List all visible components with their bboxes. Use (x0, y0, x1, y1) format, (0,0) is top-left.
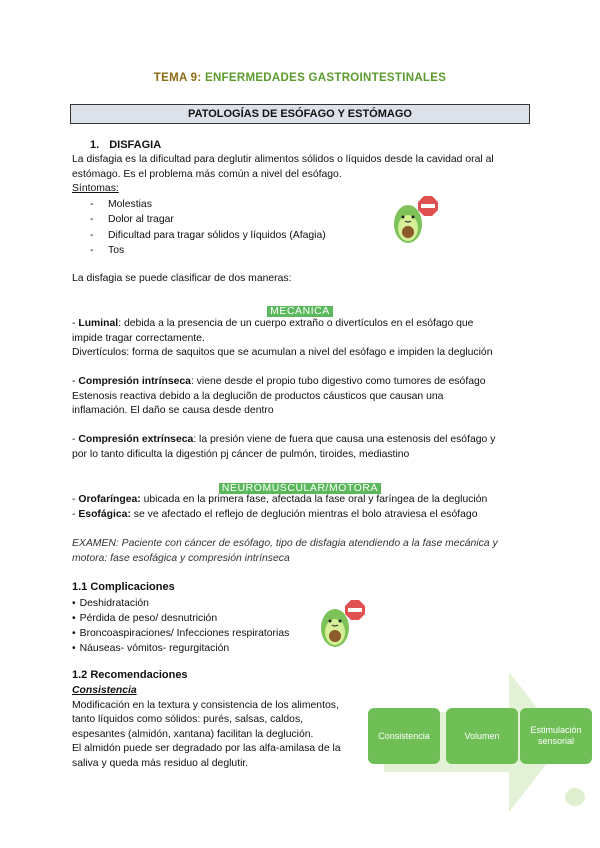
intrinseca-text-2: Estenosis reactiva debido a la degluciõn de productos cáusticos que causan una (72, 390, 444, 402)
esofagica-text: se ve afectado el reflejo de deglución mientras el bolo atraviesa el esófago (130, 508, 478, 520)
section-box-title: PATOLOGÍAS DE ESÓFAGO Y ESTÓMAGO (70, 104, 530, 124)
topic-name: ENFERMEDADES GASTROINTESTINALES (204, 72, 447, 84)
list-item: - Dolor al tragar (72, 212, 326, 227)
intrinseca-line: - Compresión intrínseca: viene desde el propio tubo digestivo como tumores de esófago (72, 376, 486, 387)
intrinseca-bold: Compresión intrínseca (78, 376, 191, 387)
examen-note (72, 537, 552, 566)
list-item: • Deshidratación (72, 596, 289, 611)
list-item: • Náuseas- vómitos- regurgitación (72, 641, 289, 656)
orofaringea-bold: Orofaríngea: (78, 494, 141, 505)
process-step-estimulacion: Estimulación sensorial (520, 708, 592, 764)
recomendacion-line: saliva y queda más residuo al deglutir. (72, 757, 249, 769)
process-step-volumen: Volumen (446, 708, 518, 764)
luminal-text: : debida a la presencia de un cuerpo extraño o divertículos en el esófago que (118, 318, 474, 329)
esofagica-bold: Esofágica: (78, 508, 131, 520)
recomendacion-line: Modificación en la textura y consistencia de los alimentos, (72, 699, 339, 711)
complicaciones-list (72, 596, 289, 656)
neuromuscular-tag: NEUROMUSCULAR/MOTORA (219, 483, 381, 494)
neuromuscular-block (72, 493, 542, 522)
recomendacion-line: El almidón puede ser degradado por las alfa-amilasa de la (72, 743, 341, 754)
disfagia-intro (72, 153, 542, 197)
examen-line: EXAMEN: Paciente con cáncer de esófago, tipo de disfagia atendiendo a la fase mecánica y (72, 538, 498, 549)
recomendacion-line: tanto líquidos como sólidos: purés, salsas, caldos, (72, 714, 304, 725)
intro-line: La disfagia es la dificultad para deglutir alimentos sólidos o líquidos desde la cavidad oral al (72, 154, 494, 165)
intro-line: estómago. Es el problema más común a nivel del esófago. (72, 168, 342, 180)
stop-sign-icon (345, 600, 365, 620)
diverticulos-text: Divertículos: forma de saquitos que se acumulan a nivel del esófago e impiden la deglución (72, 347, 493, 358)
stop-sign-icon (418, 196, 438, 216)
process-step-consistencia: Consistencia (368, 708, 440, 764)
mecanica-tag: MECÁNICA (267, 306, 333, 317)
mecanica-block (72, 317, 542, 462)
disfagia-heading (90, 139, 161, 151)
avocado-icon (394, 205, 422, 243)
recomendacion-line: espesantes (almidón, xantana) facilitan la deglución. (72, 728, 314, 740)
examen-line: motora: fase esofágica y compresión intrínseca (72, 552, 290, 564)
topic-prefix: TEMA 9: (153, 72, 202, 84)
recomendaciones-heading: 1.2 Recomendaciones (72, 669, 188, 681)
intrinseca-text-3: inflamación. El daño se causa desde dentro (72, 405, 274, 416)
complicaciones-heading: 1.1 Complicaciones (72, 581, 175, 593)
extrinseca-text: : la presión viene de fuera que causa una estenosis del esófago y (193, 434, 496, 445)
heading-text: DISFAGIA (109, 139, 162, 151)
extrinseca-bold: Compresión extrínseca (78, 434, 194, 445)
list-item: • Broncoaspiraciones/ Infecciones respiratorias (72, 626, 289, 641)
list-item: - Dificultad para tragar sólidos y líquidos (Afagia) (72, 228, 326, 243)
orofaringea-text: ubicada en la primera fase, afectada la fase oral y faríngea de la deglución (140, 494, 488, 505)
avocado-stop-illustration (313, 594, 373, 654)
sintomas-label: Síntomas: (72, 183, 119, 194)
esofagica-line: - Esofágica: se ve afectado el reflejo de deglución mientras el bolo atraviesa el esófago (72, 508, 478, 520)
extrinseca-text-2: por lo tanto dificulta la digestión pj cáncer de pulmón, tiroides, mediastino (72, 448, 410, 460)
luminal-bold: Luminal (78, 318, 119, 329)
orofaringea-line: - Orofaríngea: ubicada en la primera fase, afectada la fase oral y faríngea de la deglución (72, 494, 488, 505)
heading-number: 1. (90, 139, 100, 151)
list-item: - Tos (72, 243, 326, 258)
intrinseca-text: : viene desde el propio tubo digestivo como tumores de esófago (190, 376, 486, 387)
recomendaciones-block (72, 684, 372, 771)
avocado-decor-icon (560, 786, 590, 808)
extrinseca-line: - Compresión extrínseca: la presión viene de fuera que causa una estenosis del esófago y (72, 434, 496, 445)
avocado-icon (321, 609, 349, 647)
luminal-line: - Luminal: debida a la presencia de un cuerpo extraño o divertículos en el esófago que (72, 318, 474, 329)
topic-title (0, 72, 600, 84)
sintomas-list (72, 197, 326, 258)
consistencia-subtitle: Consistencia (72, 685, 137, 696)
avocado-stop-illustration (386, 190, 446, 250)
luminal-text-2: impide tragar correctamente. (72, 332, 205, 344)
list-item: • Pérdida de peso/ desnutrición (72, 611, 289, 626)
list-item: - Molestias (72, 197, 326, 212)
clasificacion-text: La disfagia se puede clasificar de dos maneras: (72, 273, 292, 284)
